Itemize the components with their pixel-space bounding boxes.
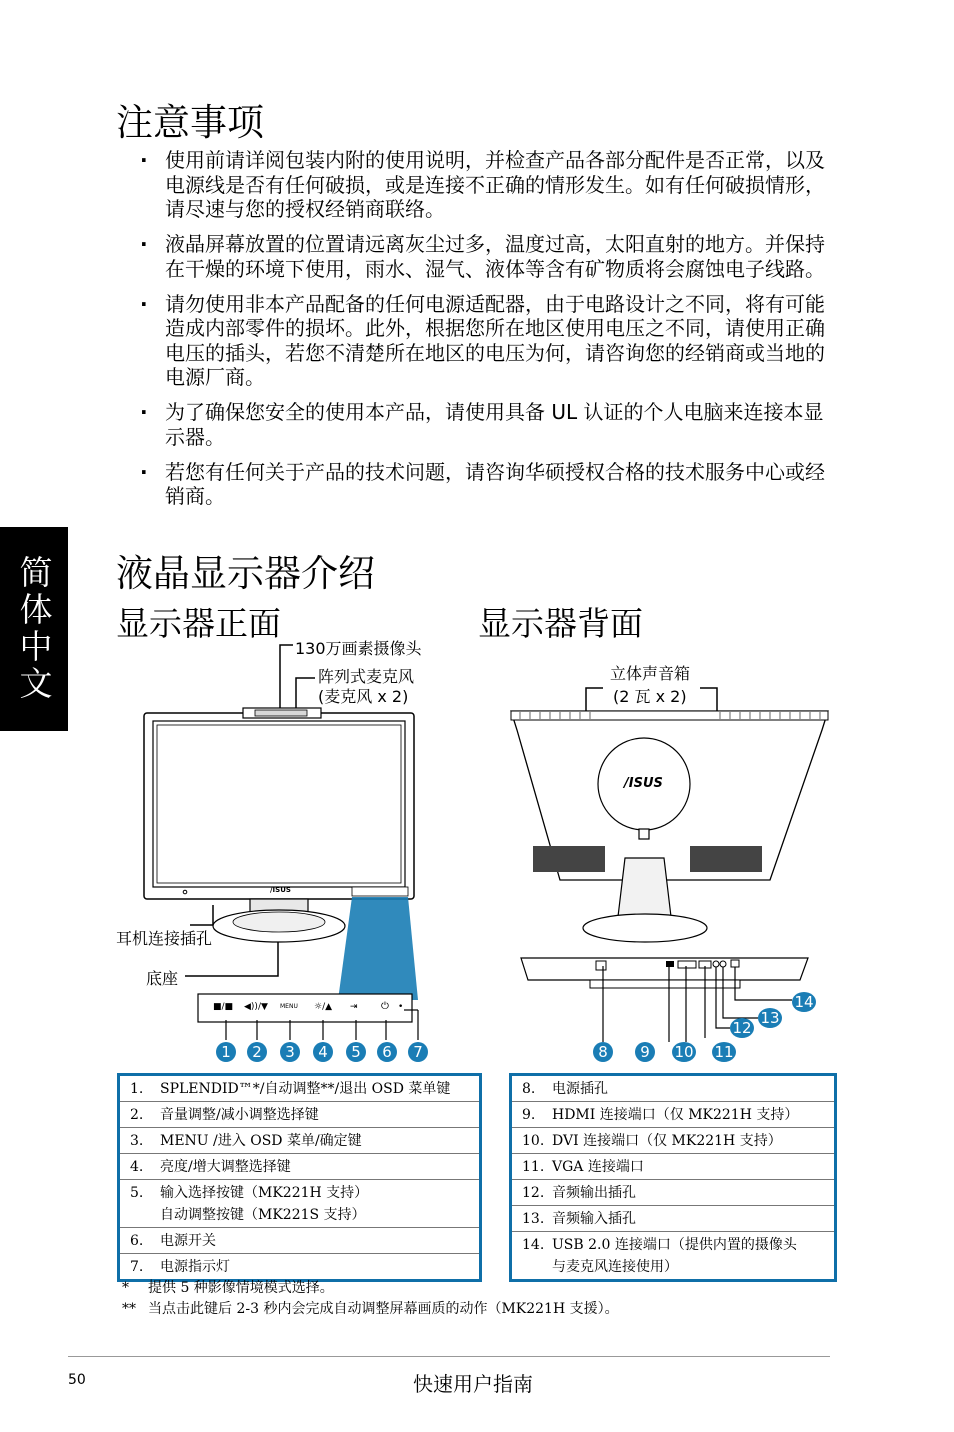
callout-number: 12 (730, 1018, 754, 1038)
footer-title: 快速用户指南 (413, 1372, 533, 1396)
callout-number: 2 (247, 1042, 267, 1062)
section-title-notes: 注意事项 (116, 101, 264, 144)
page-number: 50 (68, 1372, 86, 1388)
table-row: 8. 电源插孔 (512, 1076, 834, 1102)
note-item: · 使用前请详阅包装内附的使用说明，并检查产品各部分配件是否正常，以及电源线是否有任何破损，或是连接不正确的情形发生。如有任何破损情形，请尽速与您的授权经销商联络。 (140, 148, 840, 222)
table-cell: 电源插孔 (552, 1076, 834, 1102)
callout-number: 13 (758, 1008, 782, 1028)
callout-number: 4 (313, 1042, 333, 1062)
power-led-icon: • (398, 1002, 404, 1012)
table-row: 11. VGA 连接端口 (512, 1154, 834, 1180)
callout-number: 3 (280, 1042, 300, 1062)
note-item: · 请勿使用非本产品配备的任何电源适配器，由于电路设计之不同，将有可能造成内部零件的损坏。此外，根据您所在地区使用电压之不同，请使用正确电压的插头，若您不清楚所在地区的电压为何，请咨询您的经销商或当地的电源厂商。 (140, 292, 840, 390)
table-cell: VGA 连接端口 (552, 1154, 834, 1180)
input-button-icon: ⇥ (350, 1002, 358, 1012)
front-view-title: 显示器正面 (116, 604, 281, 643)
callout-number: 10 (672, 1042, 696, 1062)
table-row: 3. MENU /进入 OSD 菜单/确定键 (120, 1128, 479, 1154)
callout-number: 14 (792, 992, 816, 1012)
table-cell: 音频输出插孔 (552, 1180, 834, 1206)
table-row: 13. 音频输入插孔 (512, 1206, 834, 1232)
table-row: 5. 输入选择按键（MK221H 支持） 自动调整按键（MK221S 支持） (120, 1180, 479, 1228)
back-view-title: 显示器背面 (478, 604, 643, 643)
table-row: 10. DVI 连接端口（仅 MK221H 支持） (512, 1128, 834, 1154)
camera-label: 130万画素摄像头 (295, 639, 422, 658)
power-button-icon: ⏻ (381, 1001, 389, 1012)
callout-number: 8 (593, 1042, 613, 1062)
table-cell: USB 2.0 连接端口（提供内置的摄像头 与麦克风连接使用） (552, 1237, 797, 1275)
footer-divider (68, 1356, 830, 1357)
table-cell: SPLENDID™*/自动调整**/退出 OSD 菜单键 (160, 1076, 479, 1102)
back-monitor-illustration (505, 680, 840, 1070)
callout-number: 11 (712, 1042, 736, 1062)
mic-label-line2: (麦克风 x 2) (318, 687, 409, 706)
table-cell: 音量调整/减小调整选择键 (160, 1102, 479, 1128)
note-item: · 液晶屏幕放置的位置请远离灰尘过多，温度过高，太阳直射的地方。并保持在干燥的环境下使用，雨水、湿气、液体等含有矿物质将会腐蚀电子线路。 (140, 232, 840, 281)
front-controls-table (117, 1073, 482, 1282)
speaker-label-line2: (2 瓦 x 2) (613, 687, 687, 706)
callout-number: 7 (408, 1042, 428, 1062)
table-row: 7. 电源指示灯 (120, 1254, 479, 1280)
table-cell: 音频输入插孔 (552, 1206, 834, 1232)
table-row: 14. USB 2.0 连接端口（提供内置的摄像头 与麦克风连接使用） (512, 1232, 834, 1280)
notes-list (140, 148, 840, 519)
headphone-jack-label: 耳机连接插孔 (116, 929, 213, 948)
brightness-button-icon: ☼/▲ (314, 1002, 333, 1012)
table-row: 6. 电源开关 (120, 1228, 479, 1254)
language-side-tab (0, 527, 68, 731)
callout-number: 1 (216, 1042, 236, 1062)
table-cell: DVI 连接端口（仅 MK221H 支持） (552, 1128, 834, 1154)
mic-label-line1: 阵列式麦克风 (318, 667, 415, 686)
note-item: · 为了确保您安全的使用本产品，请使用具备 UL 认证的个人电脑来连接本显示器。 (140, 400, 840, 449)
volume-button-icon: ◀))/▼ (244, 1002, 268, 1012)
note-item: · 若您有任何关于产品的技术问题，请咨询华硕授权合格的技术服务中心或经销商。 (140, 460, 840, 509)
back-ports-table (509, 1073, 837, 1282)
table-cell: HDMI 连接端口（仅 MK221H 支持） (552, 1102, 834, 1128)
table-row: 1. SPLENDID™*/自动调整**/退出 OSD 菜单键 (120, 1076, 479, 1102)
table-row: 12. 音频输出插孔 (512, 1180, 834, 1206)
callout-number: 5 (346, 1042, 366, 1062)
table-row: 4. 亮度/增大调整选择键 (120, 1154, 479, 1180)
table-cell: 电源指示灯 (160, 1259, 230, 1275)
footnote: ** 当点击此键后 2-3 秒内会完成自动调整屏幕画质的动作（MK221H 支援）。 (122, 1301, 619, 1317)
callout-number: 9 (635, 1042, 655, 1062)
back-logo: /ISUS (624, 776, 663, 791)
speaker-label-line1: 立体声音箱 (610, 664, 691, 683)
table-row: 9. HDMI 连接端口（仅 MK221H 支持） (512, 1102, 834, 1128)
table-cell: 亮度/增大调整选择键 (160, 1154, 479, 1180)
table-cell: 输入选择按键（MK221H 支持） 自动调整按键（MK221S 支持） (160, 1180, 479, 1228)
splendid-button-icon: ■/■ (213, 1002, 234, 1012)
language-label: 简体中文 (14, 555, 54, 703)
base-label: 底座 (146, 969, 179, 988)
table-cell: 电源开关 (160, 1228, 479, 1254)
callout-number: 6 (377, 1042, 397, 1062)
footnote: * 提供 5 种影像情境模式选择。 (122, 1280, 334, 1296)
menu-button-icon: MENU (280, 1003, 298, 1010)
table-row: 2. 音量调整/减小调整选择键 (120, 1102, 479, 1128)
front-logo: /ISUS (270, 886, 291, 894)
section-title-intro: 液晶显示器介绍 (116, 552, 375, 595)
table-cell: MENU /进入 OSD 菜单/确定键 (160, 1128, 479, 1154)
